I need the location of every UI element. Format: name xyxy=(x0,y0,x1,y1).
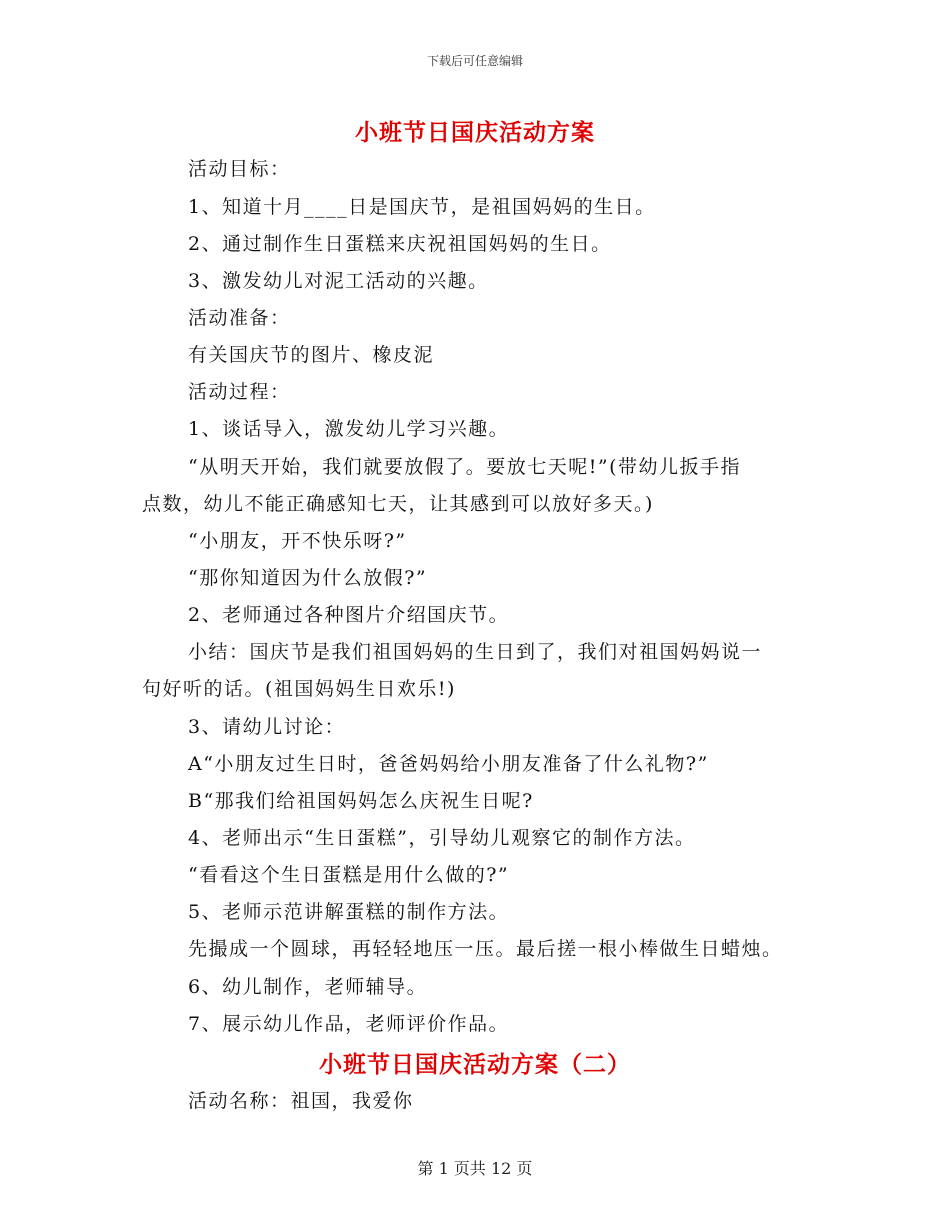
text-line: B“那我们给祖国妈妈怎么庆祝生日呢? xyxy=(188,790,534,812)
text-line: 1、谈话导入，激发幼儿学习兴趣。 xyxy=(188,418,510,440)
text-line: “小朋友，开不快乐呀?” xyxy=(188,530,407,552)
page-footer: 第 1 页共 12 页 xyxy=(417,1159,533,1178)
text-line: “看看这个生日蛋糕是用什么做的?” xyxy=(188,864,510,886)
text-line: 7、展示幼儿作品，老师评价作品。 xyxy=(188,1013,510,1035)
document-title: 小班节日国庆活动方案 xyxy=(355,119,595,146)
text-line: 3、请幼儿讨论： xyxy=(188,716,346,738)
text-line: 活动过程： xyxy=(188,381,291,403)
text-line: 2、老师通过各种图片介绍国庆节。 xyxy=(188,604,510,626)
text-line: A“小朋友过生日时，爸爸妈妈给小朋友准备了什么礼物?” xyxy=(188,753,709,775)
text-line: 点数，幼儿不能正确感知七天，让其感到可以放好多天。) xyxy=(142,493,654,515)
text-line: 4、老师出示“生日蛋糕”，引导幼儿观察它的制作方法。 xyxy=(188,827,696,849)
text-line: 6、幼儿制作，老师辅导。 xyxy=(188,976,428,998)
text-line: “从明天开始，我们就要放假了。要放七天呢!”(带幼儿扳手指 xyxy=(188,456,741,478)
text-line: 有关国庆节的图片、橡皮泥 xyxy=(188,344,435,366)
text-line: 先撮成一个圆球，再轻轻地压一压。最后搓一根小棒做生日蜡烛。 xyxy=(188,938,783,960)
text-line: 1、知道十月____日是国庆节，是祖国妈妈的生日。 xyxy=(188,196,656,218)
text-line: 3、激发幼儿对泥工活动的兴趣。 xyxy=(188,270,489,292)
text-line: 2、通过制作生日蛋糕来庆祝祖国妈妈的生日。 xyxy=(188,233,612,255)
text-line: 小结：国庆节是我们祖国妈妈的生日到了，我们对祖国妈妈说一 xyxy=(188,641,763,663)
text-line: 活动名称：祖国，我爱你 xyxy=(188,1090,414,1112)
text-line: 5、老师示范讲解蛋糕的制作方法。 xyxy=(188,901,510,923)
section-title: 小班节日国庆活动方案（二） xyxy=(319,1051,631,1078)
header-note: 下载后可任意编辑 xyxy=(426,54,523,68)
text-line: 句好听的话。(祖国妈妈生日欢乐!) xyxy=(142,678,456,700)
text-line: 活动目标： xyxy=(188,158,291,180)
text-line: 活动准备： xyxy=(188,307,291,329)
text-line: “那你知道因为什么放假?” xyxy=(188,567,428,589)
